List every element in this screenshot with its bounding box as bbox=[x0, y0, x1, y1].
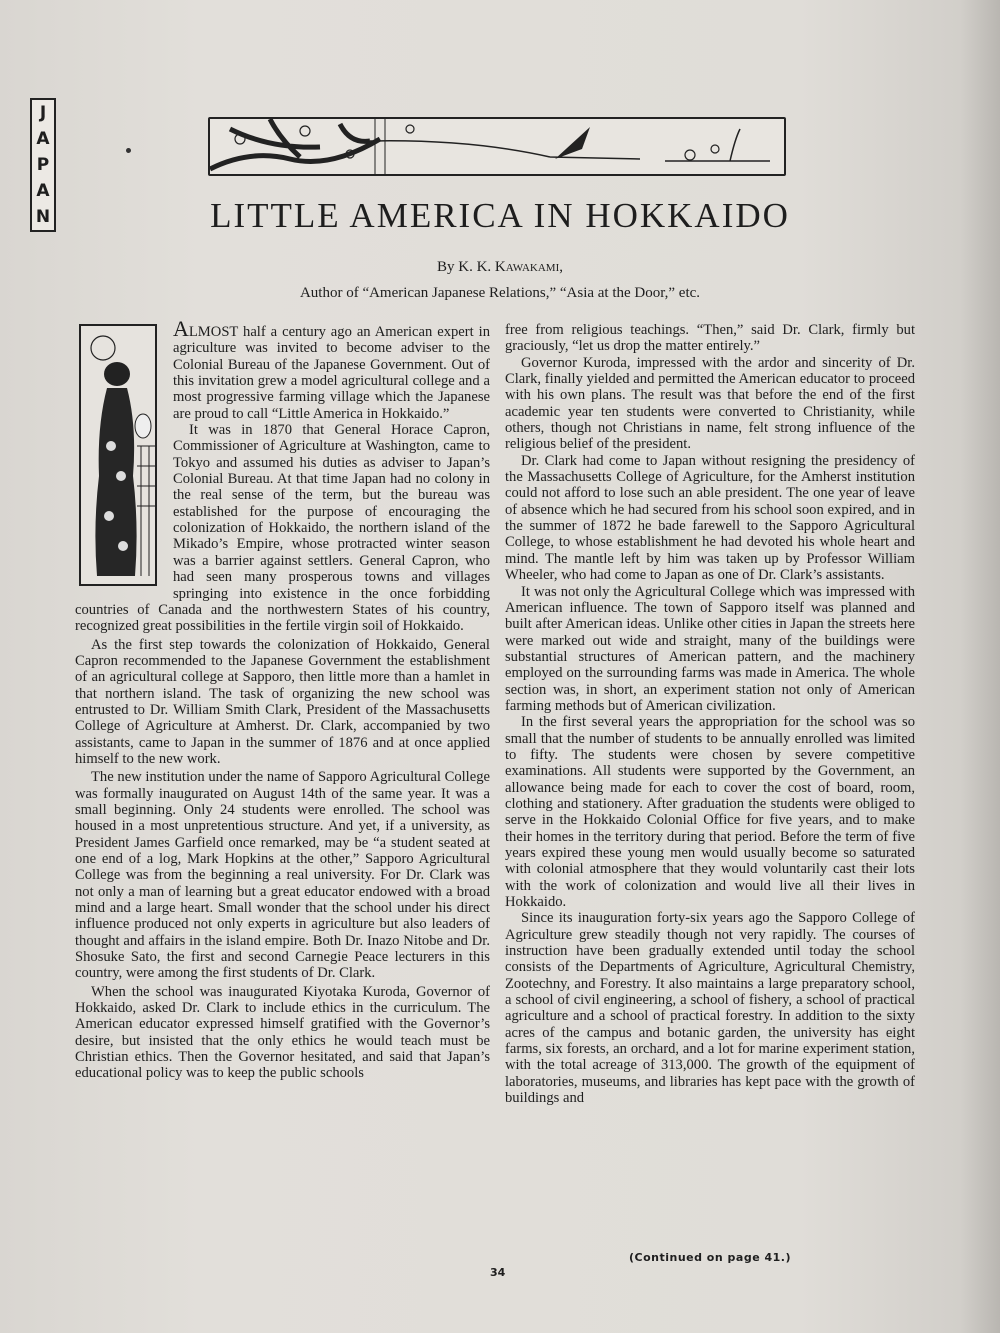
byline bbox=[0, 259, 1000, 276]
byline-prefix: By K. K. bbox=[436, 259, 492, 275]
ink-dot bbox=[126, 148, 131, 153]
paragraph: Dr. Clark had come to Japan without resigning the presidency of the Massachusetts College of Agriculture, for the Amherst institution could not afford to lose such an able president. The one year of leave of absence which he had secured from his school soon expired, and in the summer of 1872 he bade farewell to the Sapporo Agricultural College, to whose establishment he had devoted his whole heart and mind. The mantle left by him was taken up by Professor William Wheeler, who had come to Japan as one of Dr. Clark’s assistants. bbox=[505, 452, 915, 584]
drop-cap: A bbox=[173, 316, 189, 341]
article-column-left bbox=[75, 316, 490, 1082]
page-number: 34 bbox=[490, 1266, 506, 1279]
paragraph: Since its inauguration forty-six years ago the Sapporo College of Agriculture grew steadily though not very rapidly. The courses of instruction have been gradually extended until today the school consists of the Departments of Agriculture, Agricultural Chemistry, Zootechny, and Forestry. It also maintains a large preparatory school, a school of civil engineering, a school of fishery, a school of practical agriculture and a school of practical forestry. In addition to the sixty acres of the campus and botanic garden, the university has eight farms, six forests, an orchard, and a lot for marine experiment station, with the total acreage of 313,000. The growth of the equipment of laboratories, museums, and libraries has kept pace with the growth of buildings and bbox=[505, 910, 915, 1107]
paragraph: When the school was inaugurated Kiyotaka Kuroda, Governor of Hokkaido, asked Dr. Clark to include ethics in the curriculum. The American educator expressed himself gratified with the Governor’s desire, but insisted that the only ethics he would teach must be Christian ethics. Then the Governor hesitated, and said that Japan’s educational policy was to keep the public schools bbox=[75, 983, 490, 1082]
tab-letter: J bbox=[39, 102, 47, 123]
paragraph: It was not only the Agricultural College which was impressed with American influence. The town of Sapporo itself was planned and built after American ideas. Unlike other cities in Japan the streets here were marked out wide and straight, many of the buildings were substantial structures of American pattern, and the machinery employed on the surrounding farms was made in America. The whole section was, in short, an experiment station not only of American farming methods but of American civilization. bbox=[505, 583, 915, 714]
tab-letter: P bbox=[36, 154, 50, 175]
bird-icon bbox=[555, 127, 590, 159]
article-column-right bbox=[505, 322, 915, 1107]
paragraph: The new institution under the name of Sapporo Agricultural College was formally inaugurated on August 14th of the same year. It was a small beginning. Only 24 students were enrolled. The school was housed in a most unpretentious structure. And yet, if a university, as President James Garfield once remarked, may be “a student seated at one end of a log, Mark Hopkins at the other,” Sapporo Agricultural College was from the beginning a real university. For Dr. Clark was not only a man of learning but a great educator endowed with a broad mind and a large heart. Small wonder that the school under his direct influence produced not only experts in agriculture but also leaders of thought and affairs in the island empire. Both Dr. Inazo Nitobe and Dr. Shosuke Sato, the first and second Carnegie Peace lecturers in this country, were among the first students of Dr. Clark. bbox=[75, 769, 490, 982]
paragraph: As the first step towards the colonization of Hokkaido, General Capron recommended to the Japanese Government the establishment of an agricultural college at Sapporo, then little more than a hamlet in that northern island. The task of organizing the new school was entrusted to Dr. William Smith Clark, President of the Massachusetts College of Agriculture at Amherst. Dr. Clark, accompanied by two assistants, came to Japan in the summer of 1876 and at once applied himself to the new work. bbox=[75, 636, 490, 767]
paragraph-text: LMOST half a century ago an American expert in agriculture was invited to become adviser to the Colonial Bureau of the Japanese Government. Out of this invitation grew a model agricultural college and a most progressive farming village which the Japanese are proud to call “Little America in Hokkaido.” bbox=[173, 324, 490, 422]
article-title: LITTLE AMERICA IN HOKKAIDO bbox=[210, 196, 790, 235]
geisha-figure-icon bbox=[81, 326, 155, 584]
blossom-branch-icon bbox=[210, 119, 784, 174]
decorative-banner-blossom-bird bbox=[208, 117, 786, 176]
paragraph: In the first several years the appropriation for the school was so small that the number of students to be annually enrolled was limited to fifty. The students were chosen by severe competitive examinations. All students were supported by the Government, an allowance being made for each to cover the cost of board, room, clothing and stationery. After graduation the students were obliged to serve in the Hokkaido Colonial Office for five years, and to make their homes in the territory during that period. Before the term of five years expired these young men would usually become so saturated with colonial atmosphere that they would voluntarily cast their lots with the work of colonization and would live all their lives in Hokkaido. bbox=[505, 714, 915, 911]
tab-letter: A bbox=[36, 128, 50, 149]
continued-note: (Continued on page 41.) bbox=[628, 1251, 792, 1264]
geisha-illustration bbox=[79, 324, 157, 586]
tab-letter: N bbox=[35, 206, 51, 227]
paragraph: Governor Kuroda, impressed with the ardor and sincerity of Dr. Clark, finally yielded and permitted the American educator to proceed with his own plans. The result was that before the end of the first academic year ten students were converted to Christianity, while others, though not Christians in name, felt strong influence of the religious belief of the president. bbox=[505, 354, 915, 453]
author-credentials: Author of “American Japanese Relations,” “Asia at the Door,” etc. bbox=[299, 285, 701, 301]
tab-letter: A bbox=[36, 180, 50, 201]
paragraph: It was in 1870 that General Horace Capron, Commissioner of Agriculture at Washington, came to Tokyo and assumed his duties as adviser to Japan’s Colonial Bureau. At that time Japan had no colony in the real sense of the term, but the bureau was established for the purpose of encouraging the colonization of Hokkaido, the northern island of the Mikado’s Empire, whose protracted winter season was a barrier against settlers. General Capron, who had seen many prosperous towns and villages springing into existence in the once forbidding countries of Canada and the northwestern States of his country, recognized great possibilities in the fertile virgin soil of Hokkaido. bbox=[75, 422, 490, 635]
paragraph: free from religious teachings. “Then,” said Dr. Clark, firmly but graciously, “let us drop the matter entirely.” bbox=[505, 322, 915, 355]
author-name: Kawakami, bbox=[494, 259, 563, 275]
